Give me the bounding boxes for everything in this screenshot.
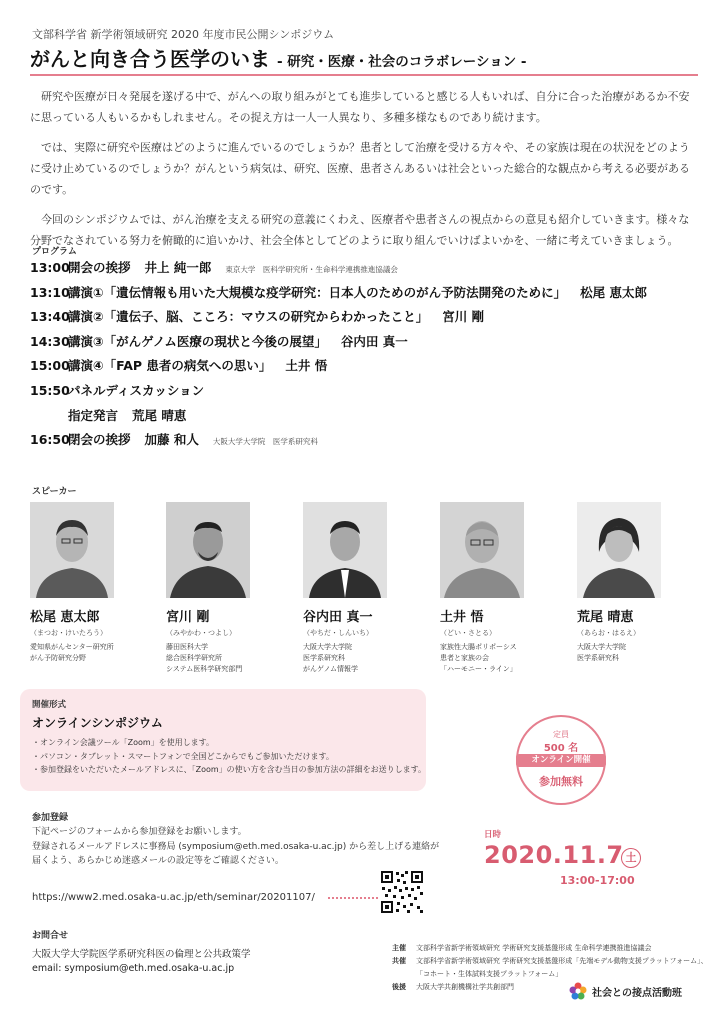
registration-url[interactable]: https://www2.med.osaka-u.ac.jp/eth/seminar/20201107/	[32, 892, 315, 903]
dotted-leader	[328, 897, 378, 899]
title-subtitle: - 研究・医療・社会のコラボレーション -	[276, 54, 527, 70]
title-rule	[30, 74, 698, 76]
registration-text: 下記ページのフォームから参加登録をお願いします。 登録されるメールアドレスに事務局 (symposium@eth.med.osaka-u.ac.jp) から差し上げる連絡が 届くよう、あらかじめ迷惑メールの設定等をご確認ください。	[32, 827, 440, 866]
credit-row: 後援 大阪大学共創機構社学共創部門	[392, 983, 514, 991]
program-row	[30, 258, 702, 283]
program-time: 16:50	[30, 432, 70, 448]
program-title: パネルディスカッション	[68, 382, 205, 398]
organization-logo	[569, 982, 682, 1000]
program-title: 閉会の挨拶	[68, 432, 131, 448]
speaker-affiliation: 愛知県がんセンター研究所 がん予防研究分野	[30, 643, 114, 662]
program-row	[30, 356, 702, 381]
program-title: 指定発言	[68, 407, 119, 423]
format-note: ・オンライン会議ツール「Zoom」を使用します。	[32, 738, 215, 747]
program-affiliation: 東京大学 医科学研究所・生命科学連携推進協議会	[225, 265, 398, 274]
intro	[30, 86, 698, 260]
speaker-kana: （やちだ・しんいち）	[303, 629, 373, 637]
fee-text: 参加無料	[539, 775, 583, 788]
format-label: 開催形式	[32, 700, 67, 710]
program-row	[30, 283, 702, 308]
flower-logo-icon	[569, 982, 587, 1000]
qr-code[interactable]	[380, 870, 424, 914]
capacity: 500 名	[543, 743, 579, 754]
program-speaker: 加藤 和人	[144, 432, 199, 448]
program-label: プログラム	[32, 247, 77, 257]
program-speaker: 荒尾 晴恵	[132, 407, 187, 423]
event-date: 2020.11.7	[484, 841, 624, 869]
contact-org: 大阪大学大学院医学系研究科医の倫理と公共政策学	[32, 949, 251, 960]
program-row	[30, 430, 702, 455]
page-title	[30, 43, 527, 72]
speaker-photo	[166, 502, 250, 598]
program-time: 15:00	[30, 358, 70, 374]
speaker-photo	[303, 502, 387, 598]
speaker-kana: （どい・さとる）	[440, 629, 496, 637]
event-time: 13:00-17:00	[560, 874, 635, 887]
speaker-card	[303, 502, 413, 675]
speaker-name: 谷内田 真一	[303, 610, 373, 625]
speaker-photo	[30, 502, 114, 598]
speaker-name: 土井 悟	[440, 610, 484, 625]
program-speaker: 土井 悟	[285, 358, 328, 374]
intro-paragraph: 今回のシンポジウムでは、がん治療を支える研究の意義にくわえ、医療者や患者さんの視点からの意見も紹介していきます。様々な分野でなされている努力を俯瞰的に追いかけ、社会全体としてどのように取り組んでいけばよいかを、一緒に考えていきましょう。	[30, 213, 690, 247]
program-time: 13:10	[30, 284, 70, 300]
program-title: 講演②「遺伝子、脳、こころ：マウスの研究からわかったこと」	[68, 309, 429, 325]
intro-paragraph: では、実際に研究や医療はどのように進んでいるのでしょうか？患者として治療を受ける方々や、その家族は現在の状況をどのように受け止めているのでしょうか？がんという病気は、研究、医療、患者さんあるいは社会といった総合的な観点から考える必要があるのです。	[30, 141, 690, 196]
program-speaker: 宮川 剛	[442, 309, 485, 325]
event-badge	[516, 715, 606, 805]
format-box	[20, 689, 426, 791]
program-row	[30, 381, 702, 406]
speaker-photo	[440, 502, 524, 598]
contact-label: お問合せ	[32, 931, 69, 941]
speaker-card	[166, 502, 276, 675]
program-time: 14:30	[30, 333, 70, 349]
speaker-photo	[577, 502, 661, 598]
speaker-kana: （みやかわ・つよし）	[166, 629, 236, 637]
program-time: 13:00	[30, 260, 70, 275]
speaker-affiliation: 藤田医科大学 総合医科学研究所 システム医科学研究部門	[166, 643, 243, 673]
title-main: がんと向き合う医学のいま	[30, 47, 270, 71]
speaker-name: 松尾 恵太郎	[30, 610, 100, 625]
credit-row: 主催 文部科学省新学術領域研究 学術研究支援基盤形成 生命科学連携推進協議会	[392, 944, 652, 952]
program-title: 講演④「FAP 患者の病気への思い」	[68, 358, 272, 374]
speaker-affiliation: 大阪大学大学院 医学系研究科 がんゲノム情報学	[303, 643, 359, 673]
event-weekday: 土	[621, 848, 641, 868]
program-affiliation: 大阪大学大学院 医学系研究科	[212, 437, 318, 447]
credit-row: 「コホート・生体試料支援プラットフォーム」	[416, 970, 563, 978]
speaker-kana: （あらお・はるえ）	[577, 629, 640, 637]
speaker-affiliation: 家族性大腸ポリポーシス 患者と家族の会 「ハーモニー・ライン」	[440, 643, 517, 673]
pre-title: 文部科学省 新学術領域研究 2020 年度市民公開シンポジウム	[32, 28, 335, 41]
program-time: 13:40	[30, 309, 70, 325]
intro-paragraph: 研究や医療が日々発展を遂げる中で、がんへの取り組みがとても進歩していると感じる人もいれば、自分に合った治療があるか不安に思っている人もいるかもしれません。その捉え方は一人一人異なり、多種多様なものであり続けます。	[30, 90, 690, 124]
speaker-card	[440, 502, 550, 675]
speaker-card	[577, 502, 687, 664]
credit-row: 共催 文部科学省新学術領域研究 学術研究支援基盤形成「先端モデル動物支援プラットフォーム」、	[392, 957, 708, 965]
program-row	[30, 406, 702, 431]
speaker-name: 荒尾 晴恵	[577, 610, 634, 625]
program-time: 15:50	[30, 382, 70, 398]
capacity-label: 定員	[553, 730, 569, 739]
contact-email[interactable]: email: symposium@eth.med.osaka-u.ac.jp	[32, 963, 235, 974]
date-label: 日時	[484, 830, 502, 840]
speaker-affiliation: 大阪大学大学院 医学系研究科	[577, 643, 626, 662]
format-notes	[32, 736, 427, 777]
program-row	[30, 332, 702, 357]
speaker-kana: （まつお・けいたろう）	[30, 629, 107, 637]
program	[30, 258, 702, 455]
program-row	[30, 307, 702, 332]
speaker-card	[30, 502, 140, 664]
program-title: 講演③「がんゲノム医療の現状と今後の展望」	[68, 333, 327, 349]
registration-label: 参加登録	[32, 813, 69, 823]
speakers-label: スピーカー	[32, 487, 77, 497]
format-note: ・参加登録をいただいたメールアドレスに、「Zoom」の使い方を含む当日の参加方法の詳細をお送りします。	[32, 765, 427, 774]
program-speaker: 井上 純一郎	[144, 260, 212, 275]
logo-text: 社会との接点活動班	[592, 987, 682, 999]
program-title: 講演①「遺伝情報も用いた大規模な疫学研究：日本人のためのがん予防法開発のために」	[68, 284, 567, 300]
format-note: ・パソコン・タブレット・スマートフォンで全国どこからでもご参加いただけます。	[32, 751, 334, 761]
online-pill: オンライン開催	[516, 754, 606, 767]
program-speaker: 松尾 恵太郎	[580, 284, 647, 300]
speaker-name: 宮川 剛	[166, 610, 210, 625]
format-heading: オンラインシンポジウム	[32, 716, 163, 730]
program-speaker: 谷内田 真一	[340, 333, 408, 349]
program-title: 開会の挨拶	[68, 260, 131, 275]
